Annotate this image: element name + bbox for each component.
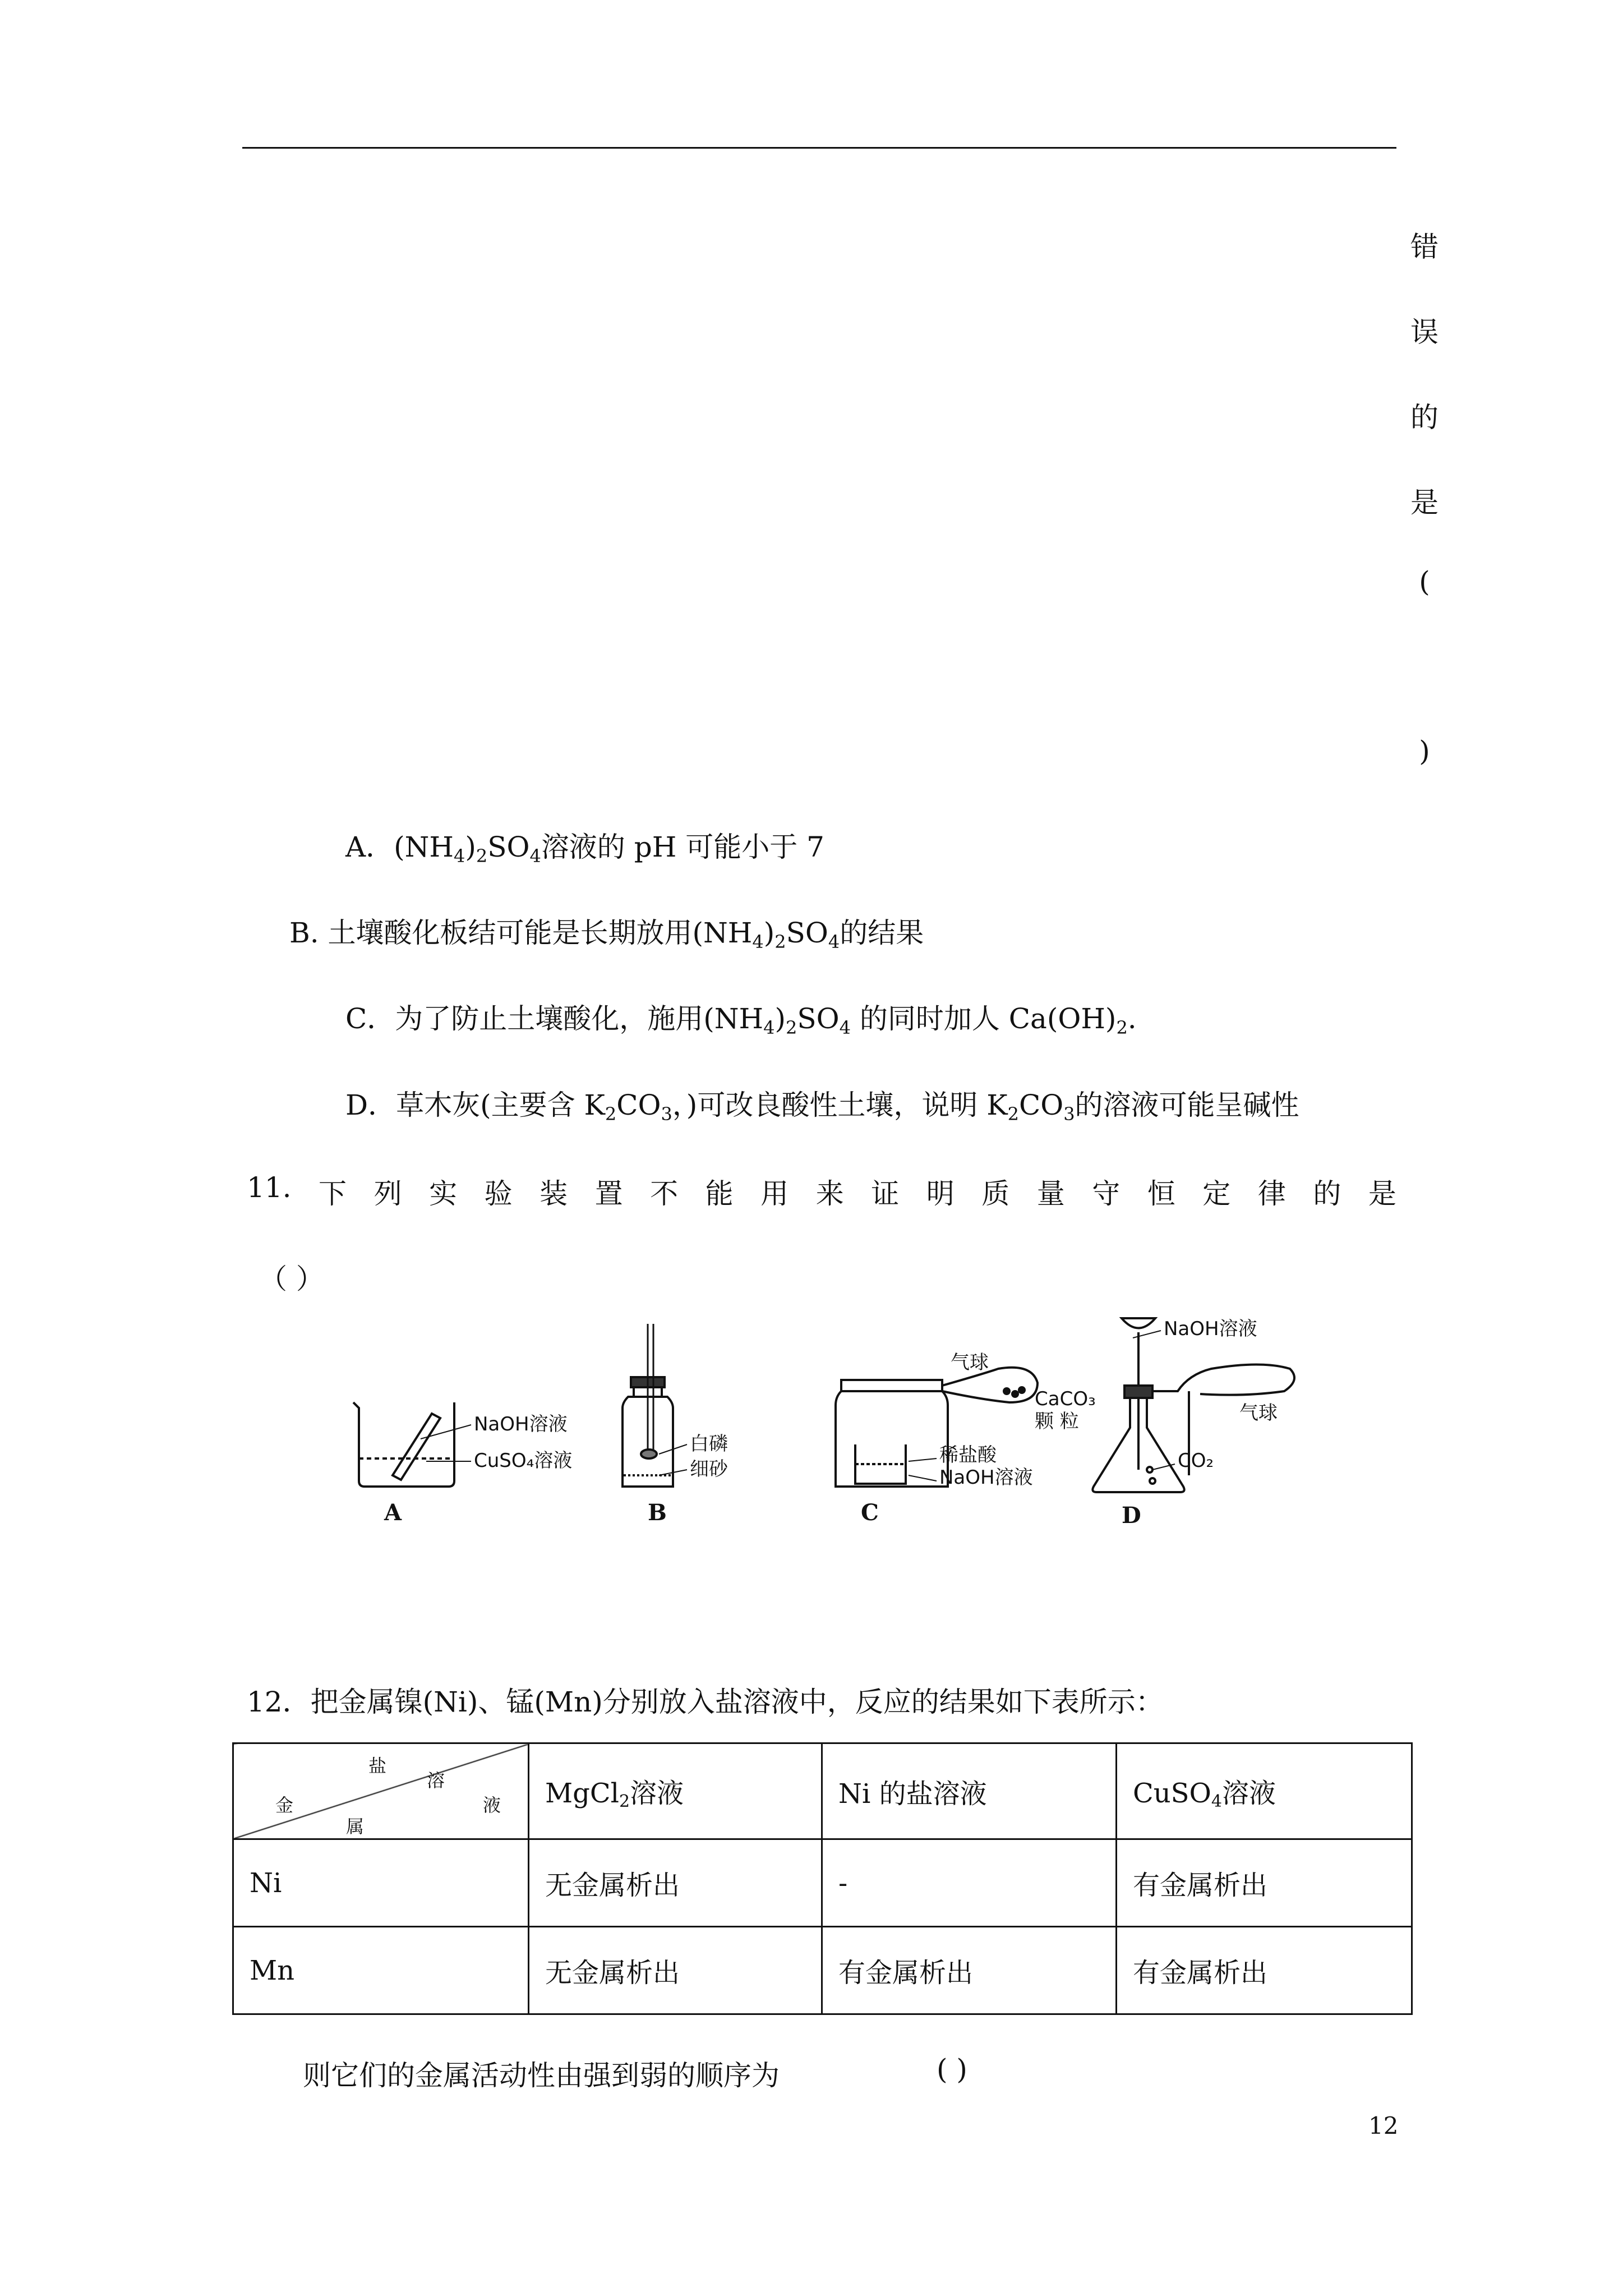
results-table	[232, 1742, 1413, 2015]
header-cuso4: CuSO$_4$溶液	[1117, 1743, 1412, 1839]
answer-paren: ( )	[937, 2053, 967, 2086]
vertical-char: (	[1419, 565, 1430, 598]
label-balloon: 气球	[951, 1351, 989, 1374]
table-row	[233, 1927, 1412, 2014]
vertical-char: )	[1419, 735, 1430, 767]
option-c: C．为了防止土壤酸化，施用$(NH_4)_2SO_4$ 的同时加人 $Ca(OH)_2$.	[345, 1002, 1137, 1038]
label-co2: CO₂	[1178, 1450, 1214, 1472]
followup-question: 则它们的金属活动性由强到弱的顺序为	[303, 2059, 780, 2092]
result-cell: 无金属析出	[529, 1839, 822, 1927]
question-number: 11.	[247, 1171, 292, 1204]
label-naoh-solution: NaOH溶液	[939, 1466, 1033, 1489]
metal-cell: Mn	[233, 1927, 529, 2014]
question-11: 11. 下 列 实 验 装 置 不 能 用 来 证 明 质 量 守 恒 定 律 的 是	[247, 1171, 1396, 1212]
result-cell: 有金属析出	[1117, 1839, 1412, 1927]
result-cell: 无金属析出	[529, 1927, 822, 2014]
option-d: D．草木灰(主要含 $K_2CO_3$，)可改良酸性土壤，说明 $K_2CO_3$的溶液可能呈碱性	[345, 1089, 1299, 1125]
vertical-char: 误	[1410, 316, 1438, 348]
question-12: 12．把金属镍(Ni)、锰(Mn)分别放入盐溶液中，反应的结果如下表所示：	[247, 1686, 1164, 1718]
label-white-phosphorus: 白磷	[690, 1433, 728, 1455]
option-b: B. 土壤酸化板结可能是长期放用$(NH_4)_2SO_4$的结果	[289, 917, 924, 953]
metal-cell: Ni	[233, 1839, 529, 1927]
option-a: A．$(NH_4)_2SO_4$溶液的 pH 可能小于 7	[345, 831, 824, 867]
label-dilute-hcl: 稀盐酸	[939, 1444, 997, 1466]
vertical-char: 是	[1410, 486, 1438, 519]
apparatus-c	[836, 1351, 1096, 1526]
caption-a: A	[384, 1499, 402, 1526]
caption-d: D	[1122, 1502, 1141, 1529]
apparatus-a	[353, 1402, 572, 1526]
corner-cell: 盐 溶 液 金 属	[233, 1743, 529, 1839]
caption-b: B	[648, 1499, 667, 1526]
apparatus-d	[1092, 1318, 1294, 1529]
result-cell: 有金属析出	[1117, 1927, 1412, 2014]
table-header-row	[233, 1743, 1412, 1839]
label-sand: 细砂	[690, 1458, 728, 1480]
apparatus-figure	[336, 1307, 1335, 1548]
label-naoh-funnel: NaOH溶液	[1164, 1318, 1257, 1340]
caption-c: C	[861, 1499, 879, 1526]
label-caco3: CaCO₃	[1035, 1388, 1096, 1410]
answer-paren: （ ）	[259, 1263, 324, 1295]
result-cell: -	[822, 1839, 1117, 1927]
page-number: 12	[1368, 2112, 1399, 2139]
label-naoh: NaOH溶液	[474, 1413, 568, 1435]
result-cell: 有金属析出	[822, 1927, 1117, 2014]
label-granules: 颗 粒	[1035, 1410, 1079, 1433]
label-cuso4: CuSO₄溶液	[474, 1450, 573, 1472]
vertical-char: 错	[1410, 231, 1438, 263]
header-mgcl2: MgCl$_2$溶液	[529, 1743, 822, 1839]
label-balloon-d: 气球	[1239, 1402, 1278, 1424]
vertical-char: 的	[1410, 401, 1438, 434]
top-rule	[242, 147, 1396, 149]
apparatus-b	[623, 1324, 728, 1526]
table-row	[233, 1839, 1412, 1927]
header-ni-salt: Ni 的盐溶液	[822, 1743, 1117, 1839]
